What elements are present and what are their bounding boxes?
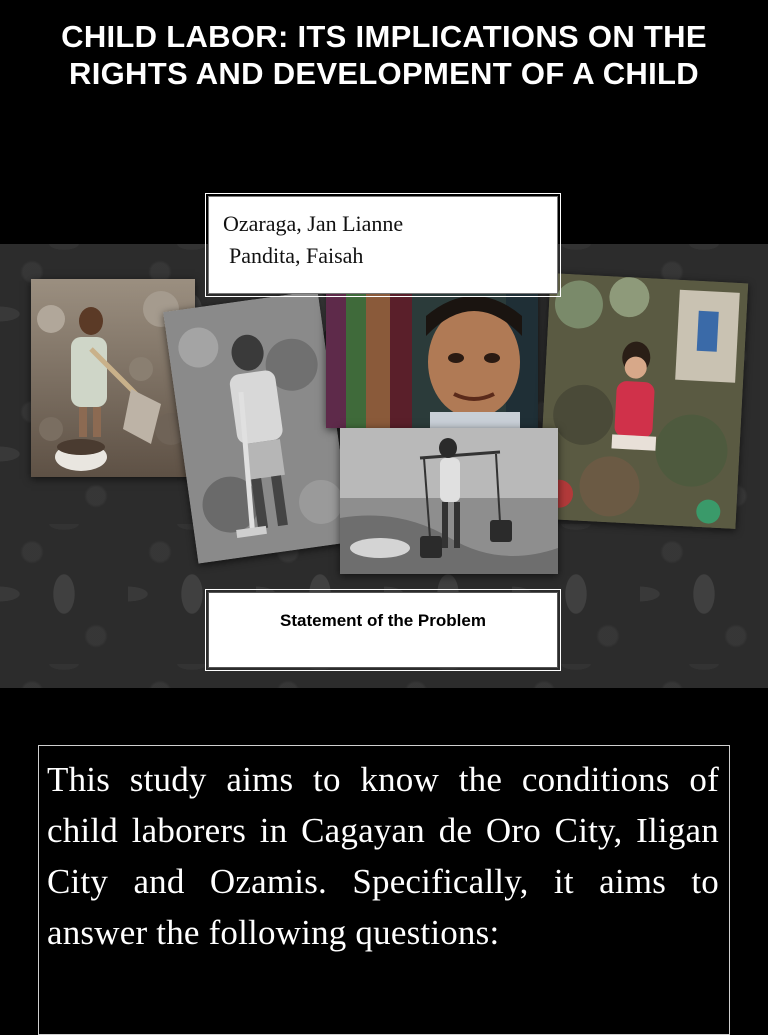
section-label-box [208,592,558,668]
author-name-1: Ozaraga, Jan Lianne [223,211,404,236]
photo-girl-with-shovel [31,279,195,477]
author-name-2: Pandita, Faisah [229,243,364,268]
body-text-box [38,745,730,1035]
photo-boy-carrying-buckets [340,428,558,574]
section-label: Statement of the Problem [280,611,486,630]
slide-title: CHILD LABOR: ITS IMPLICATIONS ON THE RIGHTS AND DEVELOPMENT OF A CHILD [61,19,707,91]
author-box [208,196,558,294]
body-text: This study aims to know the conditions of child laborers in Cagayan de Oro City, Iligan City and Ozamis. Specifically, it aims to answer the following questions: [47,760,719,952]
photo-crying-boy [326,276,538,428]
photo-child-in-trash [538,273,749,529]
